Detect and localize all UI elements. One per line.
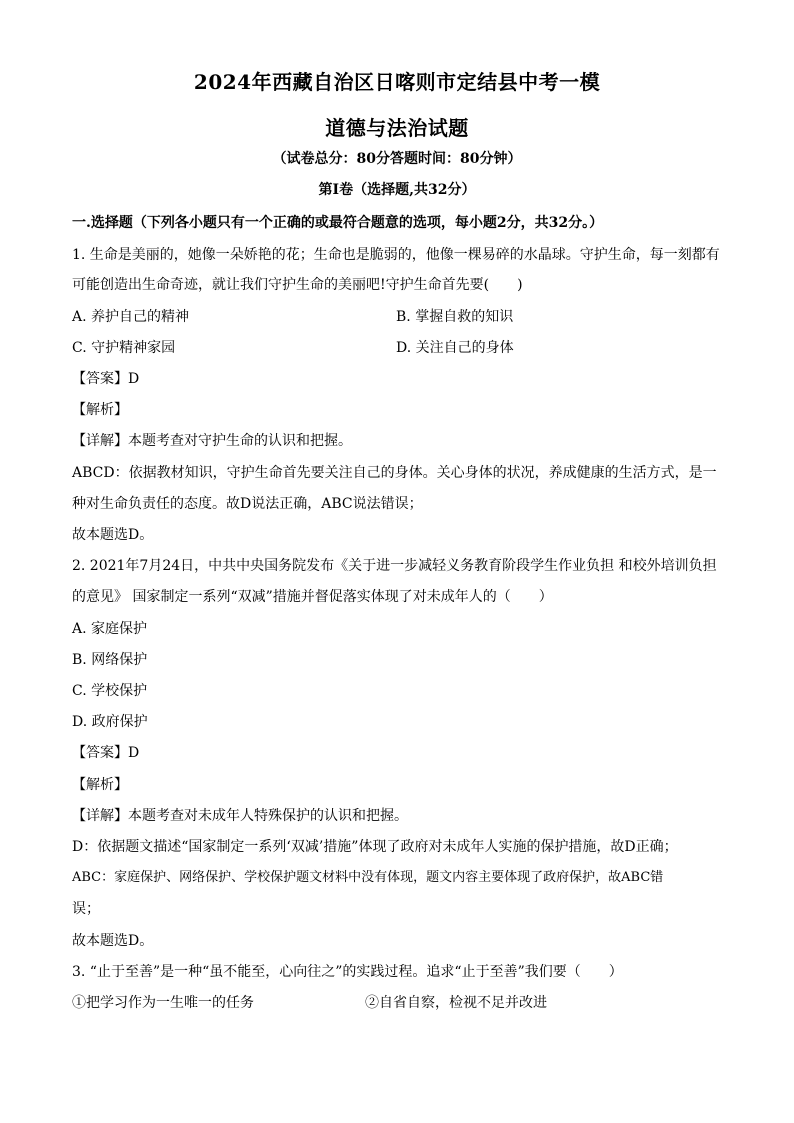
q3-option-1: ①把学习作为一生唯一的任务: [72, 995, 254, 1011]
q2-option-c: C. 学校保护: [72, 683, 148, 699]
q1-answer: 【答案】D: [72, 371, 140, 387]
q2-detail: 【详解】本题考查对未成年人特殊保护的认识和把握。: [72, 808, 408, 824]
q3-option-2: ②自省自察，检视不足并改进: [365, 995, 547, 1011]
q1-option-c: C. 守护精神家园: [72, 340, 176, 356]
section-heading: 一.选择题（下列各小题只有一个正确的或最符合题意的选项，每小题2分，共32分。）: [72, 215, 604, 231]
q2-stem-line1: 2. 2021年7月24日，中共中央国务院发布《关于进一步减轻义务教育阶段学生作业负担 和校外培训负担: [72, 558, 717, 574]
q1-explain-line2: 种对生命负责任的态度。故D说法正确，ABC说法错误；: [72, 496, 423, 512]
q2-option-a: A. 家庭保护: [72, 621, 148, 637]
part-title: 第Ⅰ卷（选择题,共32分）: [318, 182, 476, 198]
q1-detail: 【详解】本题考查对守护生命的认识和把握。: [72, 433, 352, 449]
q2-analysis-label: 【解析】: [72, 777, 128, 793]
q2-option-d: D. 政府保护: [72, 714, 148, 730]
q1-analysis-label: 【解析】: [72, 402, 128, 418]
exam-info: （试卷总分：80分答题时间：80分钟）: [272, 151, 522, 167]
q1-stem-line1: 1. 生命是美丽的，她像一朵娇艳的花；生命也是脆弱的，他像一棵易碎的水晶球。守护生命，每一刻都有: [72, 247, 720, 263]
q3-stem-line1: 3. “止于至善”是一种“虽不能至，心向往之”的实践过程。追求“止于至善”我们要（ ）: [72, 964, 623, 980]
q2-answer: 【答案】D: [72, 745, 140, 761]
exam-subject-title: 道德与法治试题: [325, 116, 469, 140]
q2-option-b: B. 网络保护: [72, 652, 148, 668]
q2-stem-line2: 的意见》 国家制定一系列“双减”措施并督促落实体现了对未成年人的（ ）: [72, 589, 553, 605]
q2-conclusion: 故本题选D。: [72, 933, 154, 949]
q1-option-d: D. 关注自己的身体: [396, 340, 514, 356]
q2-explain-line1: D：依据题文描述“国家制定一系列‘双减’措施”体现了政府对未成年人实施的保护措施，故D正确；: [72, 839, 678, 855]
exam-title: 2024年西藏自治区日喀则市定结县中考一模: [193, 70, 601, 94]
q2-explain-line2: ABC：家庭保护、网络保护、学校保护题文材料中没有体现，题文内容主要体现了政府保护，故ABC错: [72, 870, 664, 885]
q1-option-b: B. 掌握自救的知识: [396, 309, 514, 325]
q1-explain-line1: ABCD：依据教材知识，守护生命首先要关注自己的身体。关心身体的状况，养成健康的生活方式，是一: [72, 465, 717, 481]
q1-option-a: A. 养护自己的精神: [72, 309, 190, 325]
q2-explain-line3: 误；: [72, 901, 100, 917]
q1-stem-line2: 可能创造出生命奇迹，就让我们守护生命的美丽吧!守护生命首先要( ): [72, 277, 523, 293]
q1-conclusion: 故本题选D。: [72, 527, 154, 543]
